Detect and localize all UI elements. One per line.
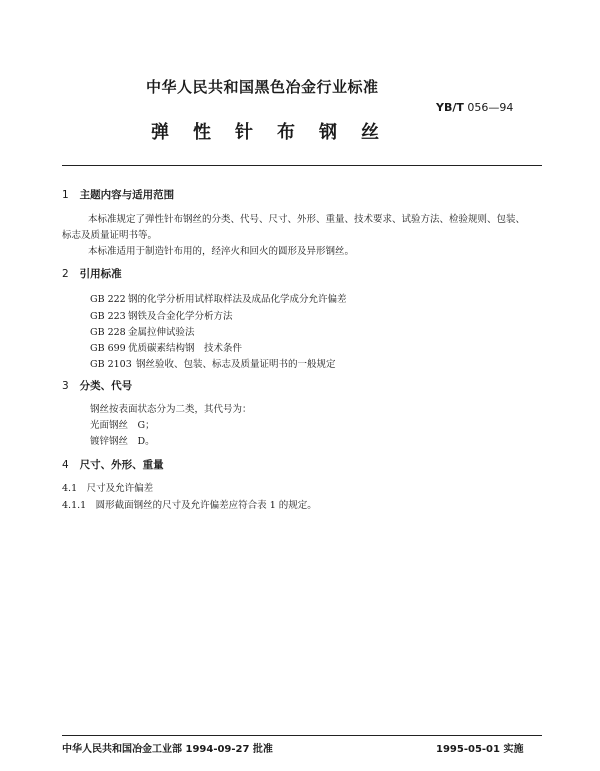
- standard-number: 056—94: [467, 101, 514, 114]
- reference-item: [90, 308, 233, 322]
- section-1-para2: 本标准适用于制造针布用的，经淬火和回火的圆形及异形钢丝。: [88, 246, 355, 257]
- section-3-heading: [62, 378, 132, 393]
- reference-item: [90, 356, 336, 370]
- reference-title: 钢铁及合金化学分析方法: [128, 311, 233, 322]
- section-title: 引用标准: [79, 268, 122, 280]
- section-1-para1-line1: 本标准规定了弹性针布钢丝的分类、代号、尺寸、外形、重量、技术要求、试验方法、检验规则、包装、: [88, 214, 526, 225]
- approval-date: 中华人民共和国冶金工业部 1994-09-27 批准: [62, 744, 273, 755]
- reference-code: GB 2103: [90, 359, 132, 370]
- document-title: 弹性针布钢丝: [151, 122, 403, 143]
- implementation-date: 1995-05-01 实施: [436, 744, 524, 755]
- subsection-4-1: 4.1 尺寸及允许偏差: [62, 483, 154, 494]
- reference-code: GB 223: [90, 311, 126, 322]
- section-2-heading: [62, 266, 122, 281]
- section-number: 2: [62, 268, 69, 280]
- section-1-para1-line2: 标志及质量证明书等。: [62, 230, 158, 241]
- reference-title: 优质碳素结构钢 技术条件: [128, 343, 243, 354]
- section-3-line3: 镀锌钢丝 D。: [90, 436, 155, 447]
- section-3-line2: 光面钢丝 G；: [90, 420, 155, 431]
- section-1-heading: [62, 187, 174, 202]
- section-number: 4: [62, 459, 69, 471]
- section-title: 主题内容与适用范围: [79, 189, 175, 201]
- standard-prefix: YB/T: [436, 101, 464, 114]
- reference-code: GB 222: [90, 294, 126, 305]
- section-title: 尺寸、外形、重量: [79, 459, 164, 471]
- section-3-line1: 钢丝按表面状态分为二类，其代号为：: [90, 404, 252, 415]
- standard-code: [436, 101, 513, 114]
- subsection-4-1-1: 4.1.1 圆形截面钢丝的尺寸及允许偏差应符合表 1 的规定。: [62, 500, 317, 511]
- reference-code: GB 228: [90, 327, 126, 338]
- reference-item: [90, 291, 347, 305]
- header-divider: [62, 165, 542, 166]
- footer-divider: [62, 735, 542, 736]
- section-number: 1: [62, 189, 69, 201]
- section-4-heading: [62, 457, 164, 472]
- reference-title: 钢丝验收、包装、标志及质量证明书的一般规定: [136, 359, 336, 370]
- org-title: 中华人民共和国黑色冶金行业标准: [146, 78, 379, 96]
- reference-item: [90, 324, 195, 338]
- reference-title: 钢的化学分析用试样取样法及成品化学成分允许偏差: [128, 294, 347, 305]
- reference-title: 金属拉伸试验法: [128, 327, 195, 338]
- section-title: 分类、代号: [79, 380, 133, 392]
- section-number: 3: [62, 380, 69, 392]
- reference-code: GB 699: [90, 343, 126, 354]
- reference-item: [90, 340, 242, 354]
